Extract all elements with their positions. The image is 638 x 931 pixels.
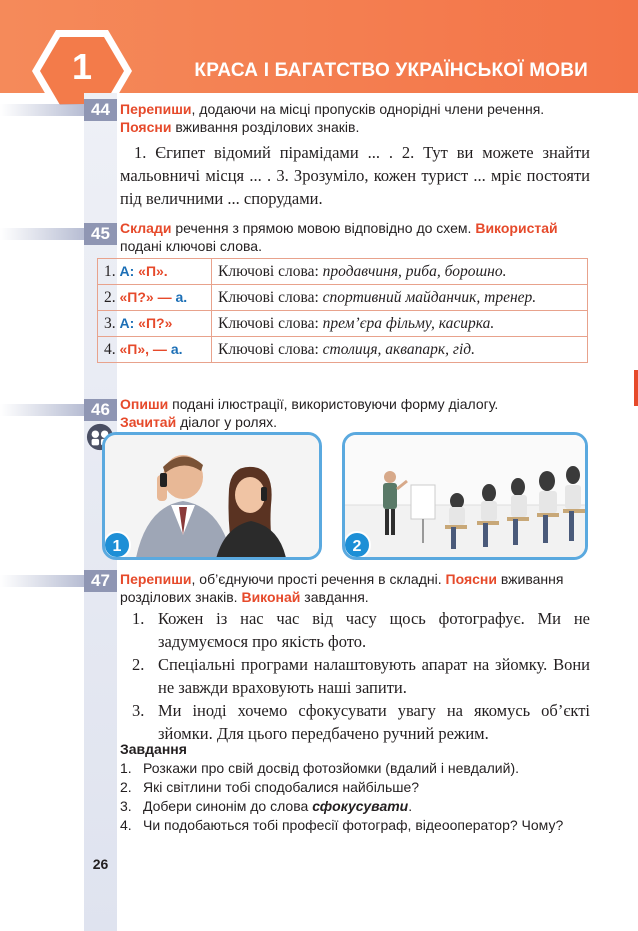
task-47-sentences [132, 607, 590, 745]
task-46-instruction: Опиши подані ілюстрації, використовуючи форму діалогу. Зачитай діалог у ролях. [120, 396, 499, 430]
zavdannia-heading: Завдання [120, 741, 187, 757]
page-number: 26 [92, 856, 109, 872]
list-item: 2. Які світлини тобі сподобалися найбільше? [120, 779, 420, 795]
keywords-cell: Ключові слова: столиця, аквапарк, гід. [212, 337, 588, 363]
page-edge-tab [634, 370, 638, 406]
scheme-cell: 1. А: «П». [98, 259, 212, 285]
task-marker-bar [0, 404, 84, 416]
people-on-phone-illustration [105, 435, 322, 560]
list-item: 2. Спеціальні програми налаштовують апарат на зйомку. Вони не завжди враховують наші запити. [132, 655, 590, 697]
photo-presentation [342, 432, 588, 560]
table-row [98, 285, 588, 311]
list-item: 3. Ми іноді хочемо сфокусувати увагу на якомусь об’єкті зйомки. Для цього передбачено ручний режим. [132, 701, 590, 743]
task-marker-bar [0, 104, 84, 116]
table-row [98, 311, 588, 337]
chapter-title: КРАСА І БАГАТСТВО УКРАЇНСЬКОЇ МОВИ [194, 60, 588, 81]
task-number-46: 46 [84, 399, 117, 421]
photo-phone-conversation [102, 432, 322, 560]
verb: Перепиши [120, 101, 192, 117]
audience-presentation-illustration [345, 435, 588, 560]
list-item: 1. Розкажи про свій досвід фотозйомки (вдалий і невдалий). [120, 760, 520, 776]
chapter-number: 1 [71, 46, 93, 87]
list-item: 3. Добери синонім до слова сфокусувати. [120, 798, 413, 814]
scheme-cell: 4. «П», — а. [98, 337, 212, 363]
task-44-instruction: Перепиши, додаючи на місці пропусків однорідні члени речення. Поясни вживання розділових знаків. [120, 101, 545, 135]
scheme-table [97, 258, 588, 363]
scheme-cell: 2. «П?» — а. [98, 285, 212, 311]
task-44-exercise: 1. Єгипет відомий пірамідами ... . 2. Тут ви можете знайти мальовничі місця ... . 3. Зрозуміло, кожен турист ... мріє постояти під величними ... спорудами. [120, 143, 590, 208]
zavdannia-list [120, 759, 590, 835]
list-item: 4. Чи подобаються тобі професії фотограф, відеооператор? Чому? [120, 817, 564, 833]
keywords-cell: Ключові слова: спортивний майданчик, тренер. [212, 285, 588, 311]
task-45-instruction: Склади речення з прямою мовою відповідно до схем. Використай подані ключові слова. [120, 220, 558, 254]
task-47-instruction: Перепиши, об’єднуючи прості речення в складні. Поясни вживання розділових знаків. Виконай завдання. [120, 571, 564, 605]
task-marker-bar [0, 228, 84, 240]
keywords-cell: Ключові слова: прем’єра фільму, касирка. [212, 311, 588, 337]
scheme-cell: 3. А: «П?» [98, 311, 212, 337]
task-number-47: 47 [84, 570, 117, 592]
task-marker-bar [0, 575, 84, 587]
table-row [98, 337, 588, 363]
task-number-44: 44 [84, 99, 117, 121]
photo-number-badge: 2 [343, 531, 371, 559]
list-item: 1. Кожен із нас час від часу щось фотографує. Ми не задумуємося про якість фото. [132, 609, 590, 651]
photo-number-badge: 1 [103, 531, 131, 559]
table-row [98, 259, 588, 285]
keywords-cell: Ключові слова: продавчиня, риба, борошно. [212, 259, 588, 285]
task-number-45: 45 [84, 223, 117, 245]
